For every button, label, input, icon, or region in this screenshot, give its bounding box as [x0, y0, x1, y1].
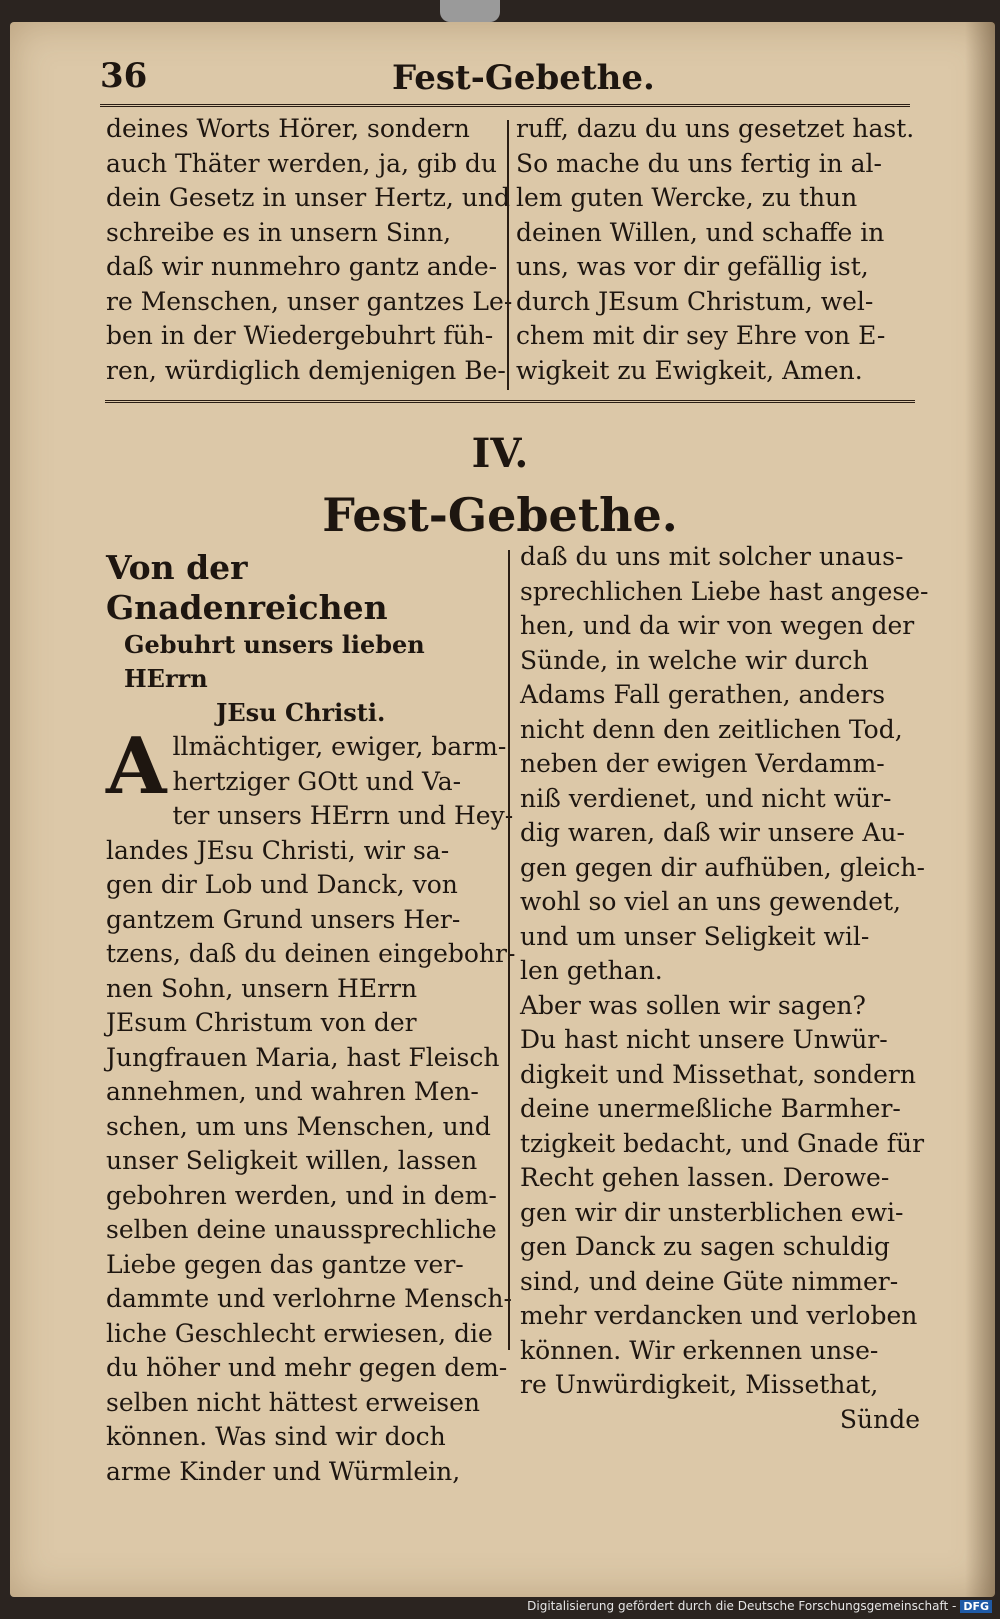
text-line: können. Wir erkennen unse-	[520, 1335, 879, 1365]
footer-credit: Digitalisierung gefördert durch die Deutsche Forschungsgemeinschaft -	[527, 1599, 957, 1613]
text-line: ruff, dazu du uns gesetzet hast.	[516, 114, 915, 143]
text-line: re Menschen, unser gantzes Le-	[106, 286, 513, 316]
column-divider-top	[507, 120, 509, 390]
text-line: können. Was sind wir doch	[106, 1422, 446, 1451]
top-right-column	[516, 112, 915, 388]
text-line: auch Thäter werden, ja, gib du	[106, 148, 498, 178]
text-line: arme Kinder und Würmlein,	[106, 1456, 461, 1486]
top-left-column	[106, 112, 513, 388]
text-line: sprechlichen Liebe hast angese-	[520, 576, 929, 606]
text-line: gen Danck zu sagen schuldig	[520, 1232, 890, 1261]
text-line: hen, und da wir von wegen der	[520, 611, 915, 640]
text-line: Adams Fall gerathen, anders	[520, 680, 886, 709]
prayer-subtitle-line3: JEsu Christi.	[216, 698, 386, 727]
text-line: dammte und verlohrne Mensch-	[106, 1284, 512, 1313]
text-line: hertziger GOtt und Va-	[172, 766, 462, 796]
section-rule	[105, 400, 915, 403]
text-line: Aber was sollen wir sagen?	[520, 990, 866, 1020]
text-line: Recht gehen lassen. Derowe-	[520, 1163, 890, 1192]
text-line: schreibe es in unsern Sinn,	[106, 217, 452, 247]
text-line: landes JEsu Christi, wir sa-	[106, 835, 450, 865]
header-rule	[100, 104, 910, 107]
text-line: schen, um uns Menschen, und	[106, 1111, 491, 1141]
text-line: Jungfrauen Maria, hast Fleisch	[106, 1042, 500, 1072]
text-line: deine unermeßliche Barmher-	[520, 1094, 901, 1123]
text-line: gen dir Lob und Danck, von	[106, 870, 458, 899]
text-line: llmächtiger, ewiger, barm-	[172, 732, 507, 761]
page-header	[92, 48, 932, 98]
text-line: tzens, daß du deinen eingebohr-	[106, 939, 516, 968]
text-line: deines Worts Hörer, sondern	[106, 114, 470, 143]
text-line: Sünde, in welche wir durch	[520, 645, 869, 675]
prayer-subtitle-main: Von der Gnadenreichen	[106, 548, 388, 627]
text-line: nicht denn den zeitlichen Tod,	[520, 714, 903, 744]
text-line: chem mit dir sey Ehre von E-	[516, 321, 886, 350]
digitization-footer	[527, 1599, 992, 1613]
text-line: digkeit und Missethat, sondern	[520, 1059, 916, 1089]
text-line: durch JEsum Christum, wel-	[516, 286, 874, 316]
text-line: uns, was vor dir gefällig ist,	[516, 252, 869, 281]
text-line: JEsum Christum von der	[106, 1008, 417, 1037]
text-line: selben nicht hättest erweisen	[106, 1387, 481, 1417]
text-line: selben deine unaussprechliche	[106, 1215, 497, 1244]
text-line: dig waren, daß wir unsere Au-	[520, 818, 905, 847]
spine-shadow	[965, 22, 995, 1597]
dfg-logo: DFG	[960, 1600, 992, 1613]
drop-cap: A	[106, 721, 167, 812]
text-line: ben in der Wiedergebuhrt füh-	[106, 321, 494, 350]
text-line: gantzem Grund unsers Her-	[106, 904, 461, 934]
text-line: nen Sohn, unsern HErrn	[106, 973, 418, 1003]
text-line: gen wir dir unsterblichen ewi-	[520, 1197, 904, 1227]
text-line: daß du uns mit solcher unaus-	[520, 542, 904, 571]
text-line: len gethan.	[520, 956, 663, 985]
section-number: IV.	[471, 430, 529, 477]
text-line: ren, würdiglich demjenigen Be-	[106, 355, 506, 385]
text-line: re Unwürdigkeit, Missethat,	[520, 1370, 879, 1399]
text-line: du höher und mehr gegen dem-	[106, 1353, 508, 1382]
text-line: sind, und deine Güte nimmer-	[520, 1266, 899, 1296]
prayer-left-text	[106, 721, 516, 1489]
text-line: deinen Willen, und schaffe in	[516, 217, 885, 247]
text-line: liche Geschlecht erwiesen, die	[106, 1318, 493, 1348]
text-line: So mache du uns fertig in al-	[516, 148, 882, 178]
prayer-left-column	[106, 548, 516, 1489]
column-divider-prayer	[508, 550, 510, 1350]
text-line: und um unser Seligkeit wil-	[520, 921, 870, 951]
section-title: Fest-Gebethe.	[322, 488, 678, 542]
text-line: dein Gesetz in unser Hertz, und	[106, 183, 511, 212]
text-line: Liebe gegen das gantze ver-	[106, 1249, 464, 1279]
text-line: Du hast nicht unsere Unwür-	[520, 1025, 888, 1054]
text-line: neben der ewigen Verdamm-	[520, 749, 885, 778]
text-line: lem guten Wercke, zu thun	[516, 183, 858, 212]
text-line: gen gegen dir aufhüben, gleich-	[520, 852, 925, 882]
text-line: gebohren werden, und in dem-	[106, 1180, 497, 1210]
prayer-subtitle-line2: Gebuhrt unsers lieben HErrn	[124, 630, 425, 693]
page-clip	[440, 0, 500, 22]
prayer-right-column	[520, 540, 929, 1437]
text-line: wigkeit zu Ewigkeit, Amen.	[516, 355, 863, 385]
text-line: wohl so viel an uns gewendet,	[520, 887, 901, 916]
text-line: unser Seligkeit willen, lassen	[106, 1146, 478, 1175]
catchword: Sünde	[839, 1404, 920, 1434]
text-line: tzigkeit bedacht, und Gnade für	[520, 1128, 925, 1158]
text-line: mehr verdancken und verloben	[520, 1301, 918, 1330]
text-line: daß wir nunmehro gantz ande-	[106, 252, 498, 281]
text-line: niß verdienet, und nicht wür-	[520, 783, 892, 813]
text-line: annehmen, und wahren Men-	[106, 1077, 479, 1106]
running-head: Fest-Gebethe.	[392, 58, 655, 98]
text-line: ter unsers HErrn und Hey-	[172, 801, 514, 830]
page-number: 36	[100, 56, 148, 96]
